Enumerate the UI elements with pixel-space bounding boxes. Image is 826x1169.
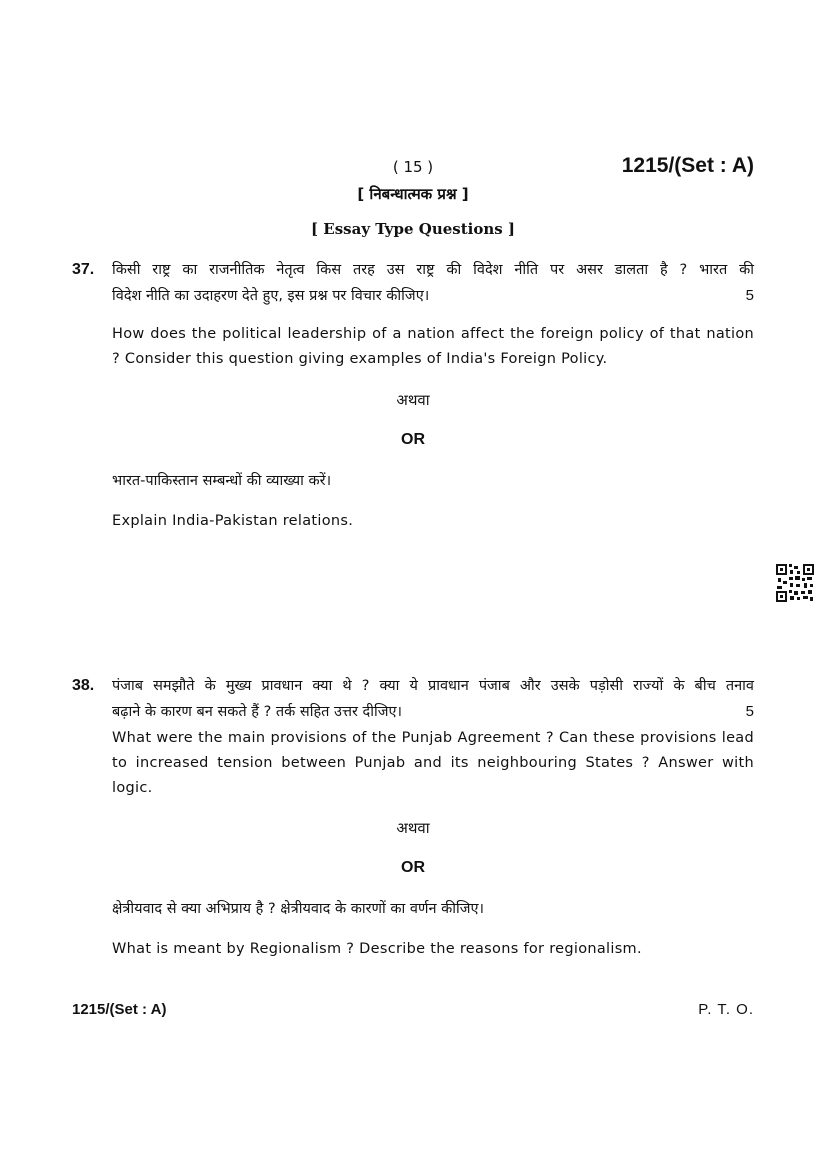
question-37-hindi-line1: किसी राष्ट्र का राजनीतिक नेतृत्व किस तरह उस राष्ट्र की विदेश नीति पर असर डालता है ? भारत की	[112, 262, 754, 278]
or-english-37: OR	[401, 431, 425, 448]
question-38-hindi-line1: पंजाब समझौते के मुख्य प्रावधान क्या थे ? क्या ये प्रावधान पंजाब और उसके पड़ोसी राज्यों के बीच तनाव	[112, 678, 754, 694]
section-title-hindi: [ निबन्धात्मक प्रश्न ]	[357, 185, 469, 203]
question-38-marks: 5	[745, 703, 754, 720]
please-turn-over: P. T. O.	[698, 1001, 754, 1018]
question-37-number: 37.	[72, 261, 95, 278]
qr-code	[776, 564, 814, 602]
question-37-alt-english: Explain India-Pakistan relations.	[112, 513, 354, 529]
question-38-alt-english: What is meant by Regionalism ? Describe the reasons for regionalism.	[112, 941, 642, 957]
page-number: ( 15 )	[392, 158, 434, 176]
question-37-marks: 5	[745, 287, 754, 304]
question-37-english: How does the political leadership of a nation affect the foreign policy of that nation ? Consider this question giving examples of India's Foreign Policy.	[112, 326, 754, 367]
or-hindi-38: अथवा	[396, 819, 430, 837]
question-37-hindi-line2: विदेश नीति का उदाहरण देते हुए, इस प्रश्न पर विचार कीजिए।	[112, 288, 430, 304]
question-37-alt-hindi: भारत-पाकिस्तान सम्बन्धों की व्याख्या करें।	[112, 473, 332, 489]
question-38-number: 38.	[72, 677, 95, 694]
question-38-alt-hindi: क्षेत्रीयवाद से क्या अभिप्राय है ? क्षेत्रीयवाद के कारणों का वर्णन कीजिए।	[112, 901, 485, 917]
section-title-english: [ Essay Type Questions ]	[310, 220, 516, 238]
or-hindi-37: अथवा	[396, 391, 430, 409]
or-english-38: OR	[401, 859, 425, 876]
question-38-english: What were the main provisions of the Punjab Agreement ? Can these provisions lead to increased tension between Punjab and its neighbouring States ? Answer with logic.	[112, 730, 754, 796]
paper-code-header: 1215/(Set : A)	[621, 154, 754, 177]
paper-code-footer: 1215/(Set : A)	[72, 1001, 167, 1018]
question-38-hindi-line2: बढ़ाने के कारण बन सकते हैं ? तर्क सहित उत्तर दीजिए।	[112, 704, 403, 720]
